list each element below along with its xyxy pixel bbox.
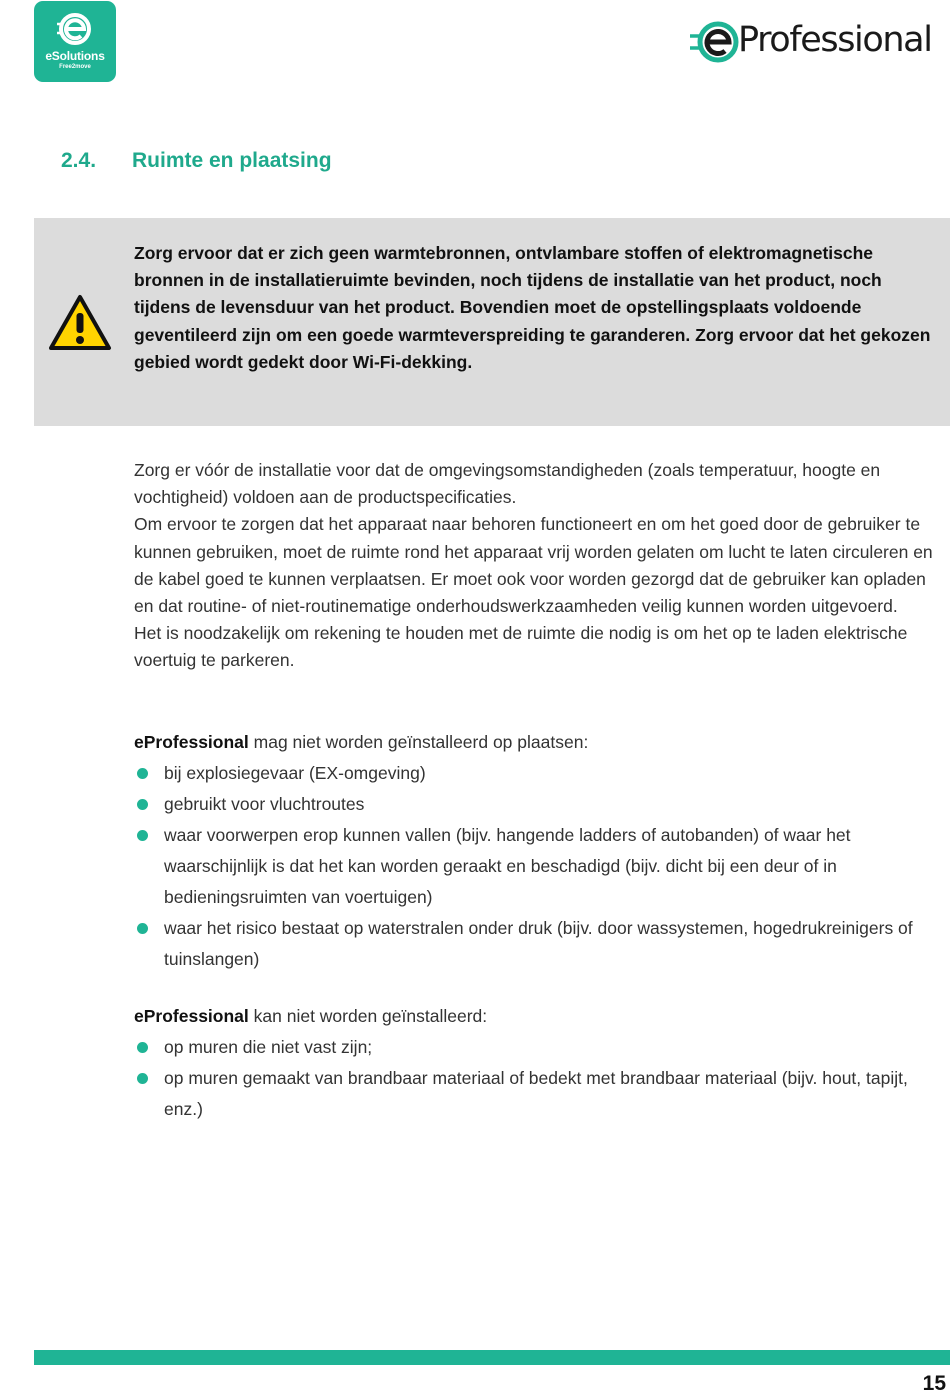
bullet-icon	[137, 1073, 148, 1084]
warning-triangle-icon	[47, 293, 113, 353]
list-item	[134, 758, 950, 789]
section-number: 2.4.	[61, 149, 97, 172]
list-item	[134, 1032, 950, 1063]
warning-text: Zorg ervoor dat er zich geen warmtebronnen, ontvlambare stoffen of elektromagnetische bronnen in de installatieruimte bevinden, noch tijdens de installatie van het product, noch tijdens de levensduur van het product. Bovendien moet de opstellingsplaats voldoende geventileerd zijn om een goede warmteverspreiding te garanderen. Zorg ervoor dat het gekozen gebied wordt gedekt door Wi-Fi-dekking.	[134, 243, 931, 372]
free2move-text: Free2move	[59, 64, 91, 70]
list-item	[134, 789, 950, 820]
paragraph: Om ervoor te zorgen dat het apparaat naar behoren functioneert en om het goed door de gebruiker te kunnen gebruiken, moet de ruimte rond het apparaat vrij worden gelaten om lucht te laten circuleren en de kabel goed te kunnen verplaatsen. Er moet ook voor worden gezorgd dat de gebruiker kan opladen en dat routine- of niet-routinematige onderhoudswerkzaamheden veilig kunnen worden uitgevoerd.	[134, 514, 933, 617]
section-title: Ruimte en plaatsing	[132, 149, 332, 172]
list-item	[134, 820, 950, 913]
not-allowed-locations-list	[134, 758, 950, 975]
professional-wordmark: Professional	[738, 20, 932, 60]
not-installable-walls-list	[134, 1032, 950, 1125]
esolutions-logo	[34, 1, 116, 82]
list-item-text: waar het risico bestaat op waterstralen onder druk (bijv. door wassystemen, hogedrukreinigers of tuinslangen)	[164, 918, 913, 969]
esolutions-brand-text: eSolutions	[45, 49, 105, 63]
list-item-text: gebruikt voor vluchtroutes	[164, 794, 365, 814]
list-item-text: op muren gemaakt van brandbaar materiaal of bedekt met brandbaar materiaal (bijv. hout, tapijt, enz.)	[164, 1068, 908, 1119]
paragraph: Het is noodzakelijk om rekening te houden met de ruimte die nodig is om het op te laden elektrische voertuig te parkeren.	[134, 623, 908, 671]
list2-intro-text: kan niet worden geïnstalleerd:	[248, 1006, 488, 1026]
list-item-text: op muren die niet vast zijn;	[164, 1037, 373, 1057]
product-name: eProfessional	[134, 732, 249, 752]
list-item	[134, 913, 950, 975]
list-item-text: waar voorwerpen erop kunnen vallen (bijv. hangende ladders of autobanden) of waar het waarschijnlijk is dat het kan worden geraakt en beschadigd (bijv. dicht bij een deur of in bedieningsruimten van voertuigen)	[164, 825, 851, 907]
bullet-icon	[137, 1042, 148, 1053]
product-name: eProfessional	[134, 1006, 249, 1026]
footer-bar	[34, 1350, 950, 1365]
intro-paragraphs	[134, 457, 950, 675]
list1-intro	[134, 729, 588, 756]
page-number: 15	[922, 1372, 946, 1395]
e-plug-logo-icon	[688, 18, 740, 66]
paragraph: Zorg er vóór de installatie voor dat de omgevingsomstandigheden (zoals temperatuur, hoogte en vochtigheid) voldoen aan de productspecificaties.	[134, 460, 881, 508]
bullet-icon	[137, 830, 148, 841]
list2-intro	[134, 1003, 487, 1030]
bullet-icon	[137, 799, 148, 810]
bullet-icon	[137, 768, 148, 779]
list-item-text: bij explosiegevaar (EX-omgeving)	[164, 763, 426, 783]
list-item	[134, 1063, 950, 1125]
warning-box	[34, 218, 950, 426]
bullet-icon	[137, 923, 148, 934]
e-plug-logo-icon	[55, 11, 95, 47]
eprofessional-logo	[688, 16, 950, 68]
list1-intro-text: mag niet worden geïnstalleerd op plaatsen:	[248, 732, 589, 752]
section-heading	[61, 149, 332, 173]
